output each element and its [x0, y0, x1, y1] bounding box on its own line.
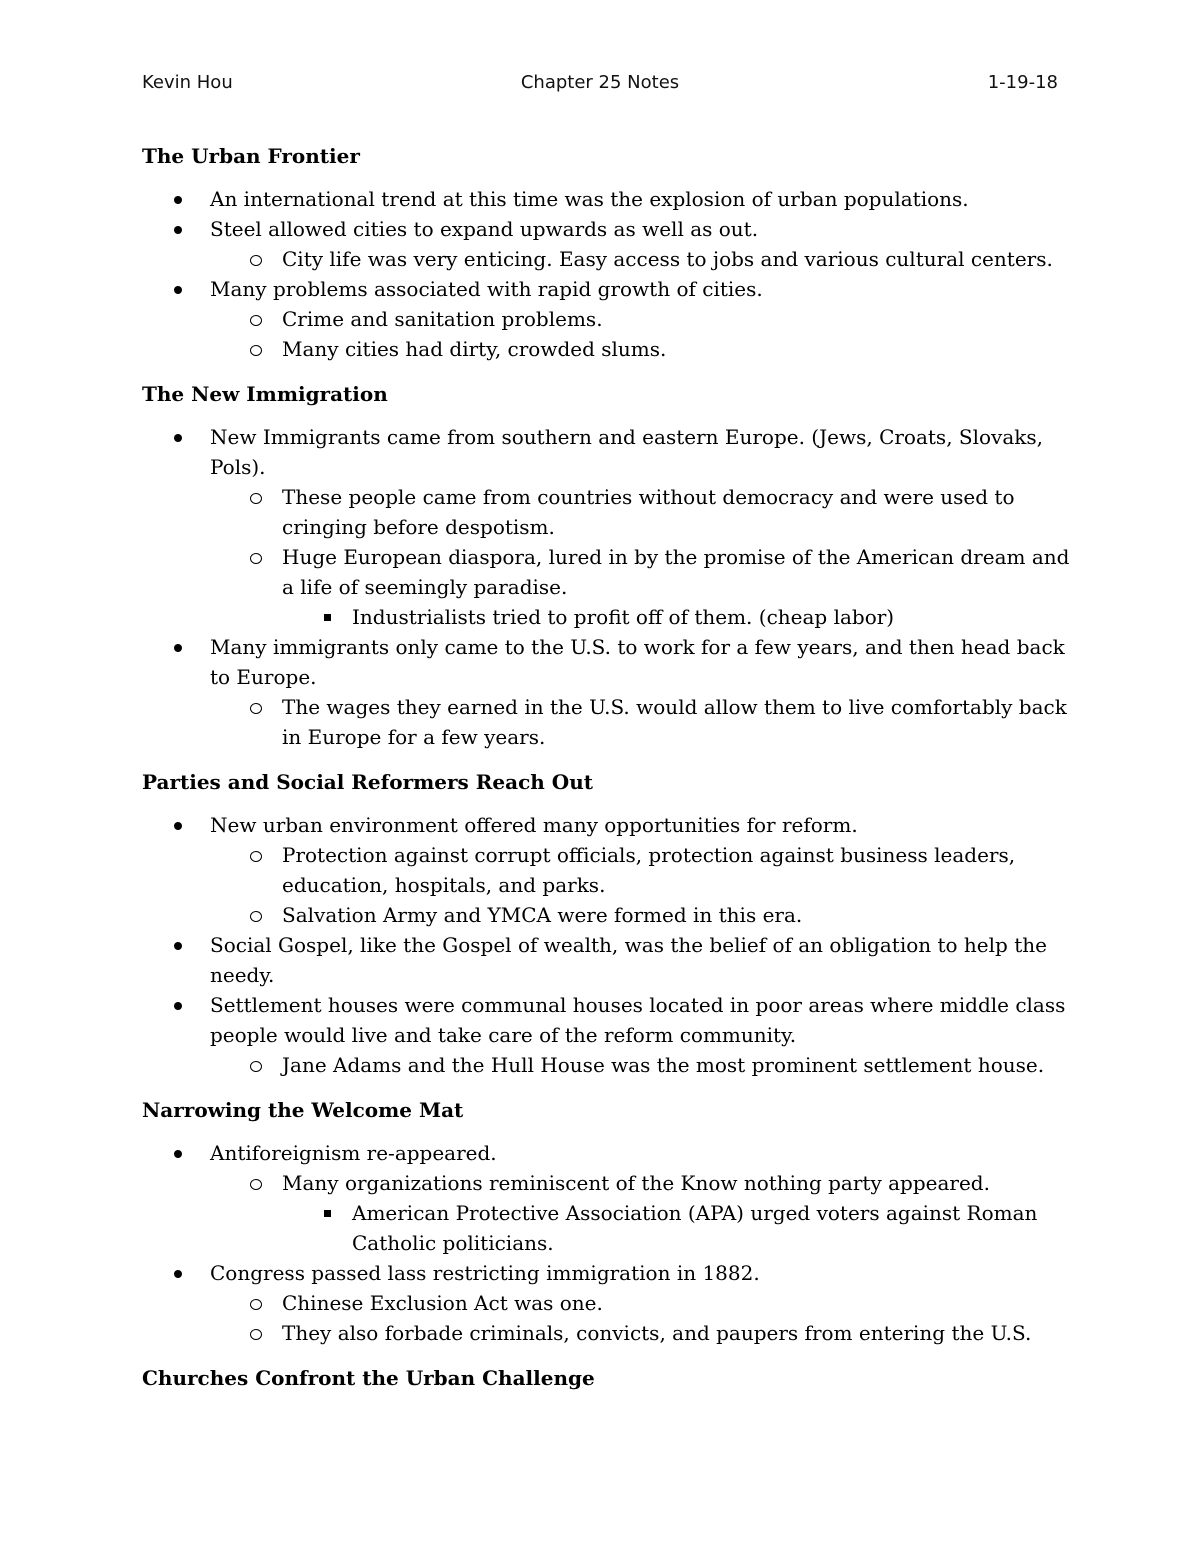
circle-bullet-icon: [250, 482, 310, 512]
section-parties-reformers: [142, 767, 1072, 1080]
sub-sub-list: [282, 1198, 1072, 1258]
sub-list-item: Jane Adams and the Hull House was the most prominent settlement house.: [210, 1050, 1072, 1080]
circle-bullet-icon: [250, 1168, 310, 1198]
list-item: Steel allowed cities to expand upwards as well as out. City life was very enticing. Easy access to jobs and various cultural centers.: [142, 214, 1072, 274]
bullet-list: [142, 810, 1072, 1080]
sub-list: [210, 1288, 1072, 1348]
bullet-icon: [168, 1258, 228, 1288]
sub-list-item: These people came from countries without democracy and were used to cringing before despotism.: [210, 482, 1072, 542]
circle-bullet-icon: [250, 244, 310, 274]
list-item: Many problems associated with rapid growth of cities. Crime and sanitation problems. Many cities had dirty, crowded slums.: [142, 274, 1072, 364]
list-item: New Immigrants came from southern and eastern Europe. (Jews, Croats, Slovaks, Pols). These people came from countries without democracy and were used to cringing before despotism. Huge European diaspora, lured in by the promise of the American dream and a life of seemingly paradise. Industrialists tried to profit off of them. (cheap labor): [142, 422, 1072, 632]
list-item: Social Gospel, like the Gospel of wealth, was the belief of an obligation to help the needy.: [142, 930, 1072, 990]
sub-list-item: Crime and sanitation problems.: [210, 304, 1072, 334]
header-author: Kevin Hou: [142, 72, 233, 93]
sub-list-item: City life was very enticing. Easy access to jobs and various cultural centers.: [210, 244, 1072, 274]
bullet-icon: [168, 930, 228, 960]
circle-bullet-icon: [250, 840, 310, 870]
section-title: Churches Confront the Urban Challenge: [142, 1366, 595, 1390]
list-item: Many immigrants only came to the U.S. to work for a few years, and then head back to Europe. The wages they earned in the U.S. would allow them to live comfortably back in Europe for a few years.: [142, 632, 1072, 752]
section-urban-frontier: [142, 141, 1072, 364]
document-body: [142, 141, 1072, 1406]
sub-list-item: They also forbade criminals, convicts, and paupers from entering the U.S.: [210, 1318, 1072, 1348]
circle-bullet-icon: [250, 692, 310, 722]
list-item: Congress passed lass restricting immigration in 1882. Chinese Exclusion Act was one. They also forbade criminals, convicts, and paupers from entering the U.S.: [142, 1258, 1072, 1348]
sub-list-item: Many cities had dirty, crowded slums.: [210, 334, 1072, 364]
circle-bullet-icon: [250, 1288, 310, 1318]
sub-sub-list-item: American Protective Association (APA) urged voters against Roman Catholic politicians.: [282, 1198, 1072, 1258]
circle-bullet-icon: [250, 304, 310, 334]
square-bullet-icon: [320, 602, 380, 632]
bullet-list: [142, 422, 1072, 752]
sub-list-item: Many organizations reminiscent of the Know nothing party appeared. American Protective Association (APA) urged voters against Roman Catholic politicians.: [210, 1168, 1072, 1258]
sub-list: [210, 482, 1072, 632]
sub-list: [210, 840, 1072, 930]
section-welcome-mat: [142, 1095, 1072, 1348]
section-title: Parties and Social Reformers Reach Out: [142, 770, 593, 794]
sub-list: [210, 1168, 1072, 1258]
sub-sub-list: [282, 602, 1072, 632]
list-item: An international trend at this time was the explosion of urban populations.: [142, 184, 1072, 214]
circle-bullet-icon: [250, 900, 310, 930]
circle-bullet-icon: [250, 1318, 310, 1348]
bullet-icon: [168, 1138, 228, 1168]
bullet-list: [142, 1138, 1072, 1348]
list-item: Antiforeignism re-appeared. Many organizations reminiscent of the Know nothing party appeared. American Protective Association (APA) urged voters against Roman Catholic politicians.: [142, 1138, 1072, 1258]
bullet-list: [142, 184, 1072, 364]
header-title: Chapter 25 Notes: [520, 72, 680, 93]
circle-bullet-icon: [250, 334, 310, 364]
circle-bullet-icon: [250, 542, 310, 572]
sub-list: [210, 692, 1072, 752]
list-item: Settlement houses were communal houses located in poor areas where middle class people would live and take care of the reform community. Jane Adams and the Hull House was the most prominent settlement house.: [142, 990, 1072, 1080]
section-title: Narrowing the Welcome Mat: [142, 1098, 464, 1122]
sub-list: [210, 1050, 1072, 1080]
bullet-icon: [168, 184, 228, 214]
bullet-icon: [168, 810, 228, 840]
circle-bullet-icon: [250, 1050, 310, 1080]
bullet-icon: [168, 214, 228, 244]
bullet-icon: [168, 990, 228, 1020]
section-new-immigration: [142, 379, 1072, 752]
list-item: New urban environment offered many opportunities for reform. Protection against corrupt officials, protection against business leaders, education, hospitals, and parks. Salvation Army and YMCA were formed in this era.: [142, 810, 1072, 930]
sub-list-item: Huge European diaspora, lured in by the promise of the American dream and a life of seemingly paradise. Industrialists tried to profit off of them. (cheap labor): [210, 542, 1072, 632]
page-header: [142, 72, 1058, 100]
square-bullet-icon: [320, 1198, 380, 1228]
header-date: 1-19-18: [987, 72, 1058, 93]
sub-list-item: Protection against corrupt officials, protection against business leaders, education, hospitals, and parks.: [210, 840, 1072, 900]
sub-list-item: Salvation Army and YMCA were formed in this era.: [210, 900, 1072, 930]
sub-list-item: Chinese Exclusion Act was one.: [210, 1288, 1072, 1318]
sub-list-item: The wages they earned in the U.S. would allow them to live comfortably back in Europe for a few years.: [210, 692, 1072, 752]
sub-list: [210, 244, 1072, 274]
section-churches: [142, 1363, 1072, 1393]
section-title: The New Immigration: [142, 382, 388, 406]
bullet-icon: [168, 274, 228, 304]
sub-sub-list-item: Industrialists tried to profit off of them. (cheap labor): [282, 602, 1072, 632]
section-title: The Urban Frontier: [142, 144, 360, 168]
bullet-icon: [168, 632, 228, 662]
bullet-icon: [168, 422, 228, 452]
sub-list: [210, 304, 1072, 364]
